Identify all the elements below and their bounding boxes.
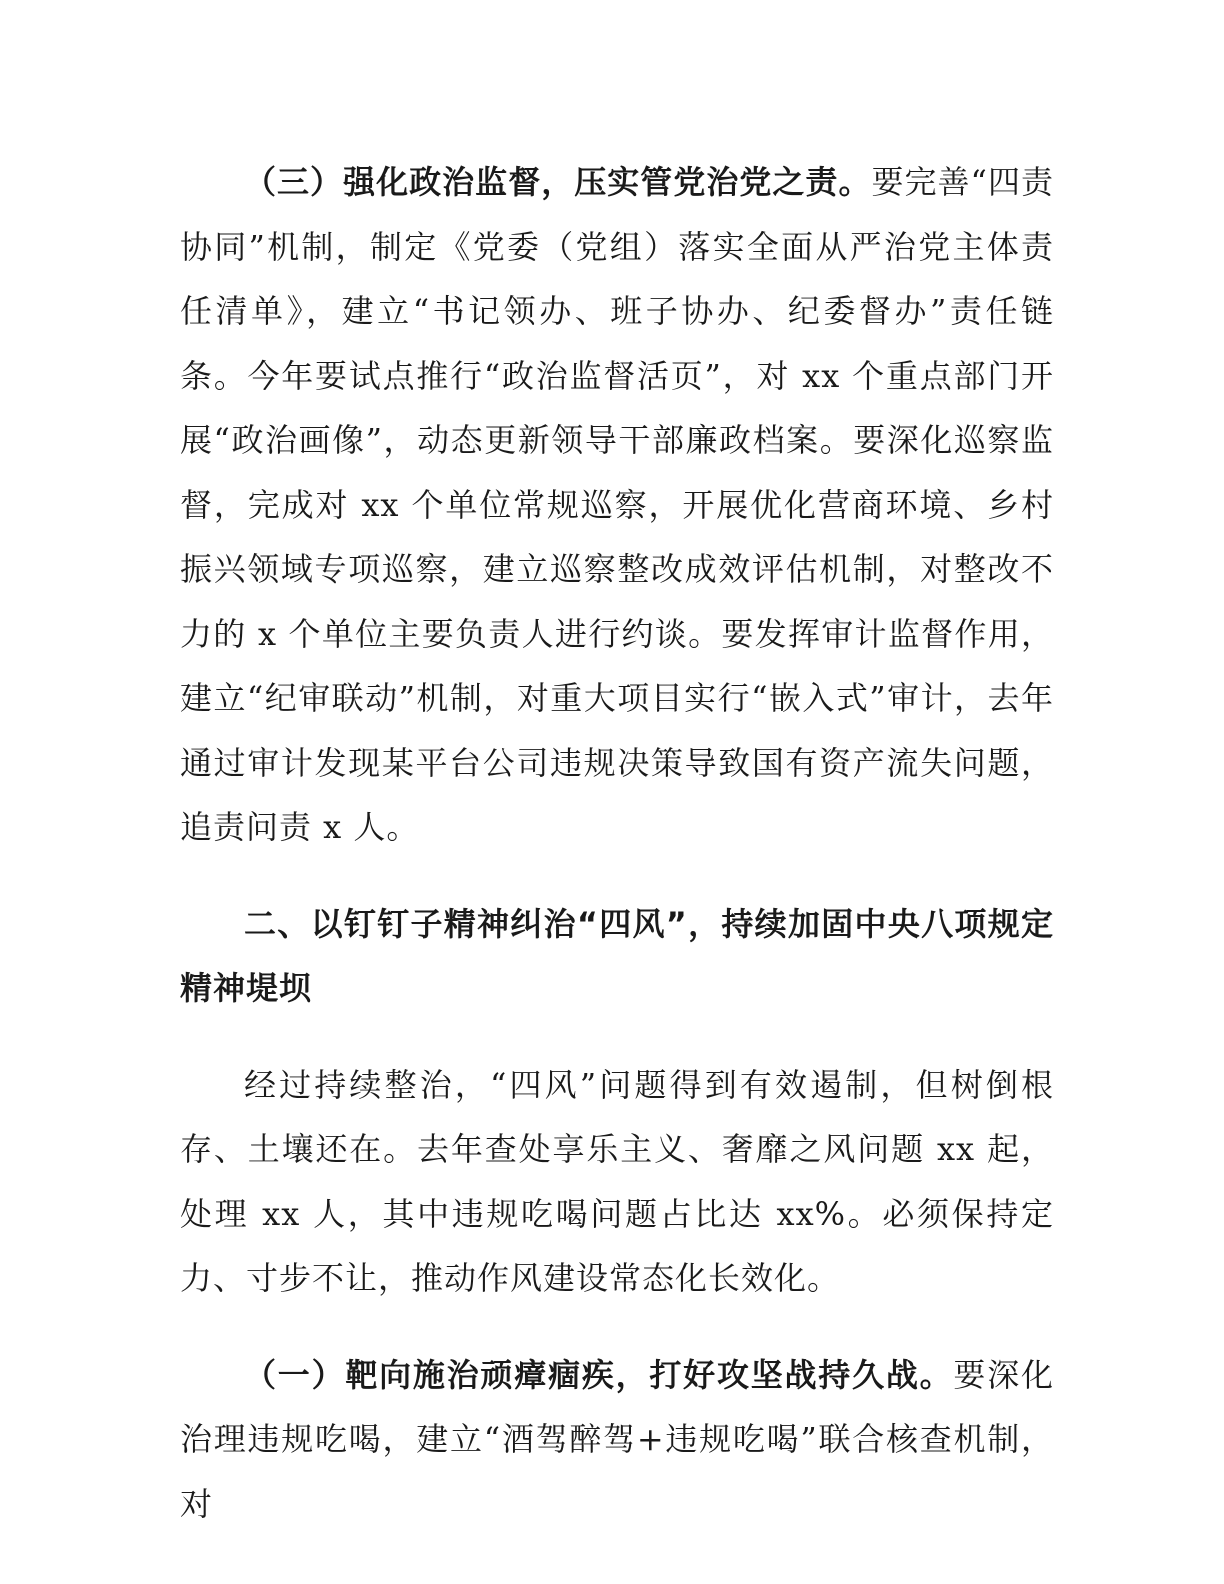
section-heading-two: 二、以钉钉子精神纠治“四风”，持续加固中央八项规定精神堤坝 <box>180 904 1054 1007</box>
paragraph-targeted-treatment <box>180 1343 1054 1537</box>
subsection-heading-three: （三）强化政治监督，压实管党治党之责。 <box>244 163 872 201</box>
paragraph-supervision <box>180 150 1054 860</box>
document-page <box>180 150 1054 1536</box>
paragraph-text: 要完善“四责协同”机制，制定《党委（党组）落实全面从严治党主体责任清单》，建立“书记领办、班子协办、纪委督办”责任链条。今年要试点推行“政治监督活页”，对 xx 个重点部门开展“政治画像”，动态更新领导干部廉政档案。要深化巡察监督，完成对 xx 个单位常规巡察，开展优化营商环境、乡村振兴领域专项巡察，建立巡察整改成效评估机制，对整改不力的 x 个单位主要负责人进行约谈。要发挥审计监督作用，建立“纪审联动”机制，对重大项目实行“嵌入式”审计，去年通过审计发现某平台公司违规决策导致国有资产流失问题，追责问责 x 人。 <box>180 163 1054 846</box>
subsection-heading-one: （一）靶向施治顽瘴痼疾，打好攻坚战持久战。 <box>244 1355 954 1394</box>
paragraph-four-winds: 经过持续整治，“四风”问题得到有效遏制，但树倒根存、土壤还在。去年查处享乐主义、奢靡之风问题 xx 起，处理 xx 人，其中违规吃喝问题占比达 xx%。必须保持定力、寸步不让，推动作风建设常态化长效化。 <box>180 1065 1054 1297</box>
paragraph-text: 要深化治理违规吃喝，建立“酒驾醉驾+违规吃喝”联合核查机制，对 <box>180 1355 1054 1523</box>
